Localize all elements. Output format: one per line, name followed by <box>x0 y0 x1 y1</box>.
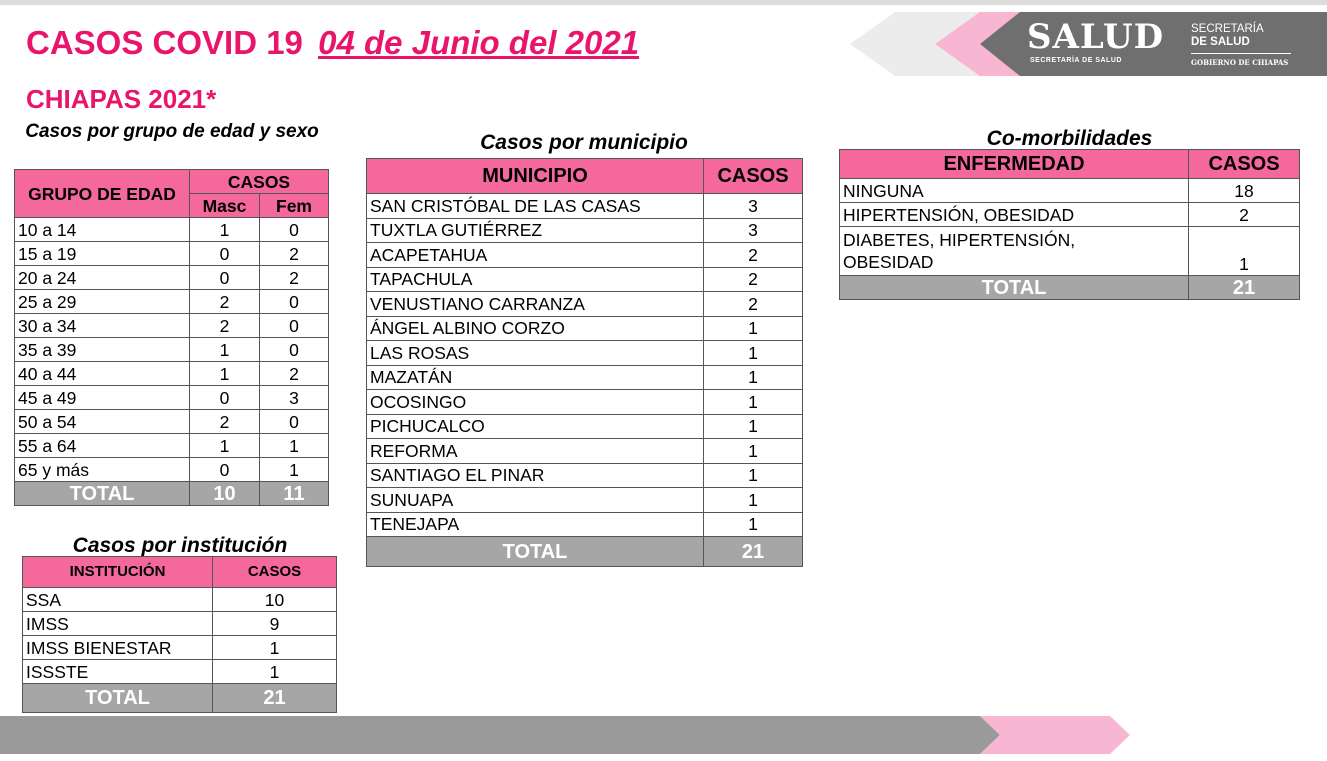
mun-row-name: REFORMA <box>367 439 704 464</box>
com-row <box>840 203 1300 227</box>
com-row-cases: 1 <box>1189 227 1300 276</box>
age-row-masc: 2 <box>190 314 260 338</box>
mun-row <box>367 194 803 219</box>
mun-row-cases: 3 <box>704 194 803 219</box>
mun-row-name: ÁNGEL ALBINO CORZO <box>367 316 704 341</box>
mun-row-cases: 1 <box>704 414 803 439</box>
mun-row-cases: 1 <box>704 390 803 415</box>
municipality-table <box>366 158 803 567</box>
mun-row <box>367 243 803 268</box>
com-row-name-line1: DIABETES, HIPERTENSIÓN, <box>843 230 1076 250</box>
title-main: CASOS COVID 19 <box>26 24 303 61</box>
inst-row-cases: 1 <box>213 636 337 660</box>
com-total-value: 21 <box>1189 276 1300 300</box>
mun-row <box>367 390 803 415</box>
com-row <box>840 227 1300 276</box>
age-row <box>15 434 329 458</box>
page-subtitle: CHIAPAS 2021* <box>26 84 217 114</box>
age-row-fem: 2 <box>260 242 329 266</box>
mun-row <box>367 488 803 513</box>
gobierno-label: GOBIERNO DE CHIAPAS <box>1191 58 1289 67</box>
mun-header-cases: CASOS <box>704 159 803 194</box>
age-total-label: TOTAL <box>15 482 190 506</box>
inst-total-row <box>23 684 337 713</box>
age-row-group: 15 a 19 <box>15 242 190 266</box>
mun-row-name: LAS ROSAS <box>367 341 704 366</box>
age-row-masc: 0 <box>190 266 260 290</box>
age-row-group: 55 a 64 <box>15 434 190 458</box>
mun-row-name: OCOSINGO <box>367 390 704 415</box>
mun-row <box>367 292 803 317</box>
age-row <box>15 314 329 338</box>
com-row-name <box>840 227 1189 276</box>
inst-row <box>23 636 337 660</box>
inst-header-cases: CASOS <box>213 557 337 588</box>
inst-row-cases: 1 <box>213 660 337 684</box>
mun-row-cases: 1 <box>704 488 803 513</box>
com-header-cases: CASOS <box>1189 150 1300 179</box>
comorbidity-table-caption: Co-morbilidades <box>986 127 1153 150</box>
salud-logo-subtitle: SECRETARÍA DE SALUD <box>1030 57 1122 64</box>
age-row-masc: 1 <box>190 362 260 386</box>
age-row-fem: 0 <box>260 338 329 362</box>
mun-row <box>367 218 803 243</box>
mun-row <box>367 341 803 366</box>
mun-row-name: MAZATÁN <box>367 365 704 390</box>
age-row-masc: 2 <box>190 290 260 314</box>
mun-total-row <box>367 537 803 567</box>
mun-row-cases: 1 <box>704 512 803 537</box>
mun-row <box>367 414 803 439</box>
inst-row-cases: 9 <box>213 612 337 636</box>
age-header-group: GRUPO DE EDAD <box>15 170 190 218</box>
age-row-group: 40 a 44 <box>15 362 190 386</box>
age-row-fem: 3 <box>260 386 329 410</box>
mun-row-name: SAN CRISTÓBAL DE LAS CASAS <box>367 194 704 219</box>
age-table <box>14 169 329 506</box>
mun-row-name: VENUSTIANO CARRANZA <box>367 292 704 317</box>
age-row-fem: 2 <box>260 266 329 290</box>
age-row-masc: 1 <box>190 218 260 242</box>
age-header-fem: Fem <box>260 194 329 218</box>
mun-row-cases: 1 <box>704 439 803 464</box>
mun-row-cases: 1 <box>704 463 803 488</box>
age-row-masc: 2 <box>190 410 260 434</box>
age-row-masc: 0 <box>190 458 260 482</box>
age-row-fem: 0 <box>260 290 329 314</box>
age-row <box>15 410 329 434</box>
age-row <box>15 218 329 242</box>
inst-total-value: 21 <box>213 684 337 713</box>
mun-total-label: TOTAL <box>367 537 704 567</box>
age-row-fem: 1 <box>260 434 329 458</box>
inst-row <box>23 588 337 612</box>
inst-total-label: TOTAL <box>23 684 213 713</box>
age-row <box>15 386 329 410</box>
mun-row-cases: 2 <box>704 292 803 317</box>
inst-row-name: ISSSTE <box>23 660 213 684</box>
institution-table-caption: Casos por institución <box>72 534 288 557</box>
age-row <box>15 338 329 362</box>
age-total-row <box>15 482 329 506</box>
age-row <box>15 458 329 482</box>
mun-row-name: TUXTLA GUTIÉRREZ <box>367 218 704 243</box>
com-row-name: HIPERTENSIÓN, OBESIDAD <box>840 203 1189 227</box>
mun-row-cases: 1 <box>704 316 803 341</box>
age-row-fem: 0 <box>260 314 329 338</box>
mun-row-cases: 1 <box>704 341 803 366</box>
age-row-masc: 0 <box>190 242 260 266</box>
mun-row-name: TENEJAPA <box>367 512 704 537</box>
inst-header-name: INSTITUCIÓN <box>23 557 213 588</box>
com-row-cases: 2 <box>1189 203 1300 227</box>
age-total-fem: 11 <box>260 482 329 506</box>
age-row-group: 65 y más <box>15 458 190 482</box>
inst-row-name: SSA <box>23 588 213 612</box>
mun-row-cases: 1 <box>704 365 803 390</box>
salud-logo: SALUD <box>1027 17 1165 57</box>
mun-row-name: SANTIAGO EL PINAR <box>367 463 704 488</box>
com-row-cases: 18 <box>1189 179 1300 203</box>
age-row-group: 10 a 14 <box>15 218 190 242</box>
comorbidity-table <box>839 149 1300 300</box>
mun-row-cases: 2 <box>704 243 803 268</box>
age-row-group: 35 a 39 <box>15 338 190 362</box>
age-row-masc: 0 <box>190 386 260 410</box>
inst-row <box>23 612 337 636</box>
com-row-name-line2: OBESIDAD <box>843 252 934 272</box>
mun-header-name: MUNICIPIO <box>367 159 704 194</box>
com-total-label: TOTAL <box>840 276 1189 300</box>
mun-total-value: 21 <box>704 537 803 567</box>
mun-row-name: PICHUCALCO <box>367 414 704 439</box>
age-row-fem: 1 <box>260 458 329 482</box>
mun-row-name: ACAPETAHUA <box>367 243 704 268</box>
secretaria-line1: SECRETARÍA <box>1191 23 1264 35</box>
page-title <box>26 24 639 62</box>
logo-divider <box>1191 53 1291 54</box>
age-row-masc: 1 <box>190 434 260 458</box>
age-row-group: 45 a 49 <box>15 386 190 410</box>
mun-row-cases: 2 <box>704 267 803 292</box>
secretaria-line2: DE SALUD <box>1191 36 1250 48</box>
age-total-masc: 10 <box>190 482 260 506</box>
age-row-masc: 1 <box>190 338 260 362</box>
age-table-caption: Casos por grupo de edad y sexo <box>25 121 319 142</box>
com-header-disease: ENFERMEDAD <box>840 150 1189 179</box>
mun-row-name: SUNUAPA <box>367 488 704 513</box>
mun-row <box>367 439 803 464</box>
mun-row <box>367 316 803 341</box>
municipality-table-caption: Casos por municipio <box>480 131 688 154</box>
mun-row <box>367 365 803 390</box>
age-row-group: 50 a 54 <box>15 410 190 434</box>
age-row <box>15 290 329 314</box>
top-border <box>0 0 1327 5</box>
age-header-masc: Masc <box>190 194 260 218</box>
mun-row-name: TAPACHULA <box>367 267 704 292</box>
footer-chevron-graphic <box>980 716 1140 754</box>
age-row <box>15 242 329 266</box>
age-row-group: 25 a 29 <box>15 290 190 314</box>
age-row-fem: 0 <box>260 410 329 434</box>
title-date: 04 de Junio del 2021 <box>318 24 640 61</box>
footer-bar <box>0 716 1000 754</box>
age-row-fem: 0 <box>260 218 329 242</box>
com-row-name: NINGUNA <box>840 179 1189 203</box>
inst-row <box>23 660 337 684</box>
mun-row <box>367 267 803 292</box>
mun-row <box>367 463 803 488</box>
com-row <box>840 179 1300 203</box>
age-row-group: 20 a 24 <box>15 266 190 290</box>
inst-row-cases: 10 <box>213 588 337 612</box>
mun-row <box>367 512 803 537</box>
age-row-group: 30 a 34 <box>15 314 190 338</box>
age-header-cases: CASOS <box>190 170 329 194</box>
com-total-row <box>840 276 1300 300</box>
age-row-fem: 2 <box>260 362 329 386</box>
inst-row-name: IMSS <box>23 612 213 636</box>
age-row <box>15 266 329 290</box>
mun-row-cases: 3 <box>704 218 803 243</box>
institution-table <box>22 556 337 713</box>
age-row <box>15 362 329 386</box>
secretaria-label <box>1191 23 1264 49</box>
inst-row-name: IMSS BIENESTAR <box>23 636 213 660</box>
